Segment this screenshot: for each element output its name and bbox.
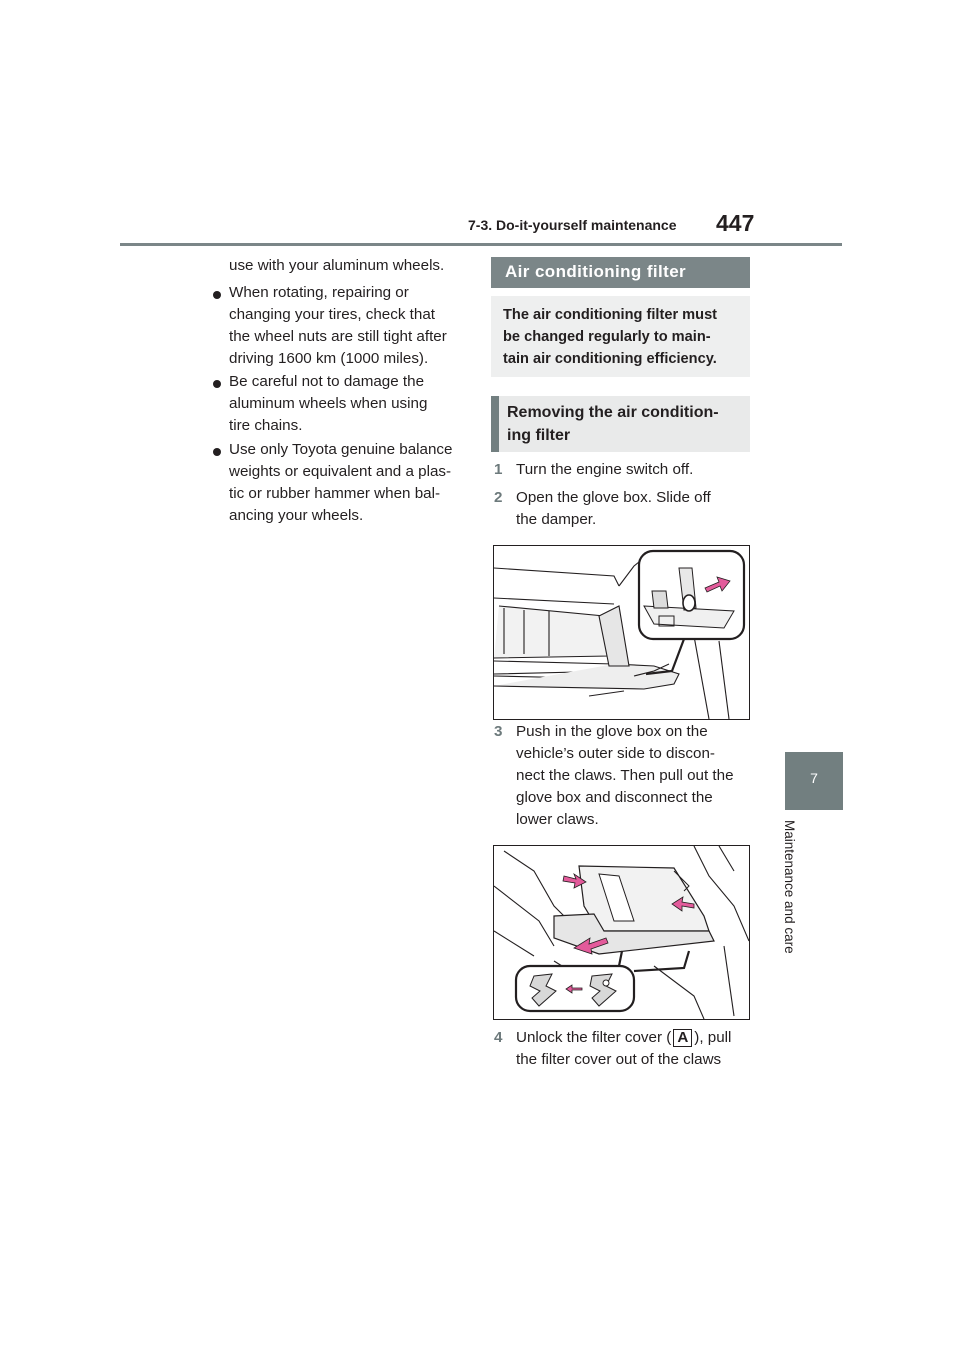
chapter-number: 7 xyxy=(810,770,818,786)
bullet-item-1 xyxy=(229,282,474,370)
bullet-icon xyxy=(213,448,221,456)
bullet-line: ancing your wheels. xyxy=(229,507,364,524)
bullet-line: Be careful not to damage the xyxy=(229,373,425,390)
damper-diagram xyxy=(494,546,749,719)
step-3-text xyxy=(516,721,756,831)
claws-diagram xyxy=(494,846,749,1019)
bullet-icon xyxy=(213,291,221,299)
step-line: Open the glove box. Slide off xyxy=(516,489,711,506)
intro-line: The air conditioning filter must xyxy=(503,307,718,323)
claw-detail-callout xyxy=(516,951,689,1011)
bullet-icon xyxy=(213,380,221,388)
step-line: glove box and disconnect the xyxy=(516,789,713,806)
step-number: 2 xyxy=(494,489,503,506)
step-number: 3 xyxy=(494,723,503,740)
section-title: 7-3. Do-it-yourself maintenance xyxy=(468,217,677,233)
bullet-line: When rotating, repairing or xyxy=(229,284,409,301)
step-text-segment: ), pull xyxy=(694,1029,732,1046)
step-line: the filter cover out of the claws xyxy=(516,1051,722,1068)
continuation-text: use with your aluminum wheels. xyxy=(229,257,445,274)
sub-heading xyxy=(507,401,747,447)
sub-heading-accent xyxy=(491,396,499,452)
bullet-line: tic or rubber hammer when bal- xyxy=(229,485,441,502)
step-4-text xyxy=(516,1027,756,1071)
bullet-line: tire chains. xyxy=(229,417,303,434)
bullet-line: driving 1600 km (1000 miles). xyxy=(229,350,429,367)
header-divider xyxy=(120,243,842,246)
step-line: vehicle’s outer side to discon- xyxy=(516,745,715,762)
bullet-item-3 xyxy=(229,439,474,527)
bullet-line: changing your tires, check that xyxy=(229,306,435,323)
glove-box-claws-illustration xyxy=(493,845,750,1020)
step-1-text xyxy=(516,459,756,481)
step-line: Turn the engine switch off. xyxy=(516,461,694,478)
step-line: lower claws. xyxy=(516,811,599,828)
step-number: 4 xyxy=(494,1029,503,1046)
bullet-line: weights or equivalent and a plas- xyxy=(229,463,452,480)
sub-heading-line: Removing the air condition- xyxy=(507,404,719,421)
step-text-segment: Unlock the filter cover ( xyxy=(516,1029,672,1046)
glove-box-damper-illustration xyxy=(493,545,750,720)
step-number: 1 xyxy=(494,461,503,478)
intro-line: be changed regularly to main- xyxy=(503,329,711,345)
step-line: the damper. xyxy=(516,511,597,528)
page-number: 447 xyxy=(716,210,755,236)
step-2-text xyxy=(516,487,756,531)
intro-line: tain air conditioning efficiency. xyxy=(503,351,717,367)
step-line: Push in the glove box on the xyxy=(516,723,708,740)
label-a-box: A xyxy=(673,1029,692,1047)
bullet-line: Use only Toyota genuine balance xyxy=(229,441,453,458)
zoom-callout xyxy=(639,551,744,674)
intro-text xyxy=(503,304,748,370)
section-heading: Air conditioning filter xyxy=(505,262,687,281)
step-line xyxy=(516,1027,756,1049)
bullet-line: the wheel nuts are still tight after xyxy=(229,328,447,345)
bullet-item-2 xyxy=(229,371,474,437)
chapter-label: Maintenance and care xyxy=(782,820,797,954)
step-line: nect the claws. Then pull out the xyxy=(516,767,734,784)
sub-heading-line: ing filter xyxy=(507,427,571,444)
bullet-line: aluminum wheels when using xyxy=(229,395,428,412)
